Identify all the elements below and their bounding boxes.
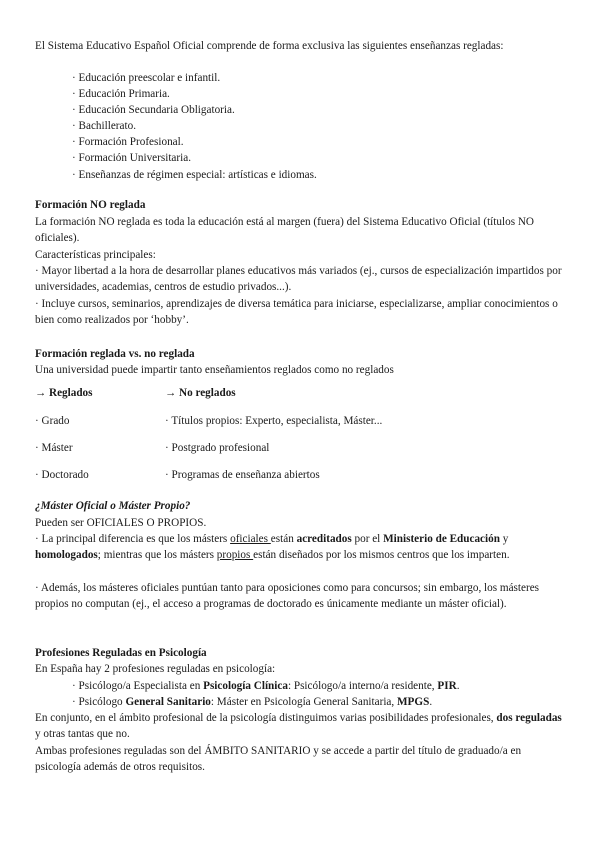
column-header-no-reglados: → No reglados [165,387,236,399]
list-item: · Psicólogo General Sanitario: Máster en Psicología General Sanitaria, MPGS. [72,696,433,708]
characteristics-label: Características principales: [35,249,156,261]
table-cell: · Postgrado profesional [165,442,270,454]
no-reglada-bullet-1: · Mayor libertad a la hora de desarrollar planes educativos más variados (ej., cursos de especialización impartidos por universidades, academias, centros de estudio privados...). [35,265,562,294]
list-item: · Psicólogo/a Especialista en Psicología Clínica: Psicólogo/a interno/a residente, PIR. [72,680,460,692]
intro-paragraph: El Sistema Educativo Español Oficial comprende de forma exclusiva las siguientes enseñanzas regladas: [35,40,504,52]
no-reglada-bullet-2: · Incluye cursos, seminarios, aprendizajes de diversa temática para iniciarse, especializarse, ampliar conocimientos o bien como realizados por ‘hobby’. [35,298,558,327]
section-heading-profesiones: Profesiones Reguladas en Psicología [35,647,207,659]
table-cell: · Grado [35,415,70,427]
list-item: · Educación Primaria. [72,88,170,100]
no-reglada-paragraph: La formación NO reglada es toda la educación está al margen (fuera) del Sistema Educativo Oficial (títulos NO oficiales). [35,216,535,245]
profesiones-intro: En España hay 2 profesiones reguladas en psicología: [35,663,276,675]
master-paragraph-1: · La principal diferencia es que los másters oficiales están acreditados por el Ministerio de Educación y homologados; mientras que los másters propios están diseñados por los mismos centros que los imparten. [35,533,510,562]
list-item: · Enseñanzas de régimen especial: artísticas e idiomas. [72,169,317,181]
master-paragraph-2: · Además, los másteres oficiales puntúan tanto para oposiciones como para concursos; sin embargo, los másteres propios no computan (ej., el acceso a programas de doctorado es únicamente mediante un máster oficial). [35,582,540,611]
list-item: · Bachillerato. [72,120,136,132]
comparison-intro: Una universidad puede impartir tanto enseñamientos reglados como no reglados [35,364,394,376]
table-cell: · Máster [35,442,73,454]
list-item: · Formación Universitaria. [72,152,191,164]
column-header-reglados: → Reglados [35,387,93,399]
profesiones-paragraph-2: Ambas profesiones reguladas son del ÁMBITO SANITARIO y se accede a partir del título de graduado/a en psicología además de otros requisitos. [35,745,522,774]
profesiones-paragraph-1: En conjunto, en el ámbito profesional de la psicología distinguimos varias posibilidades profesionales, dos reguladas y otras tantas que no. [35,712,562,741]
list-item: · Educación Secundaria Obligatoria. [72,104,235,116]
section-heading-comparison: Formación reglada vs. no reglada [35,348,195,360]
table-cell: · Programas de enseñanza abiertos [165,469,320,481]
section-heading-master: ¿Máster Oficial o Máster Propio? [35,500,191,512]
list-item: · Educación preescolar e infantil. [72,72,221,84]
master-intro: Pueden ser OFICIALES O PROPIOS. [35,517,207,529]
section-heading-no-reglada: Formación NO reglada [35,199,146,211]
table-cell: · Títulos propios: Experto, especialista, Máster... [165,415,383,427]
list-item: · Formación Profesional. [72,136,184,148]
table-cell: · Doctorado [35,469,89,481]
